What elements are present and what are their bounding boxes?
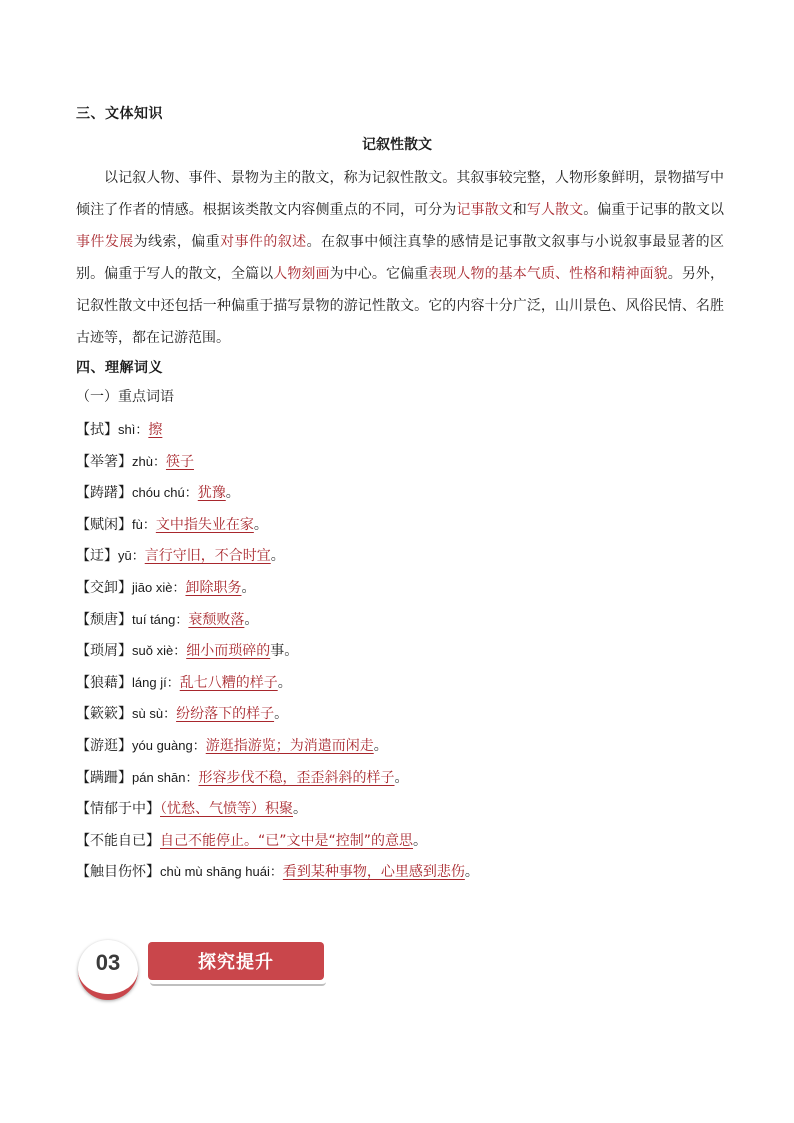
vocab-tail: 。 (413, 832, 428, 849)
vocab-definition: 擦 (148, 422, 163, 438)
vocab-word: 【不能自已】 (76, 832, 160, 849)
vocab-pinyin: jiāo xiè： (132, 580, 186, 595)
vocab-pinyin: chóu chú： (132, 485, 198, 501)
section-title-3: 三、文体知识 (76, 106, 163, 122)
vocab-word: 【赋闲】 (76, 516, 132, 533)
vocab-word: 【游逛】 (76, 738, 132, 754)
paragraph-text: 以记叙人物、事件、景物为主的散文，称为记叙性散文。其叙事较完整，人物形象鲜明，景物描写中倾注了作者的情感。根据该类散文内容侧重点的不同，可分为 (76, 170, 724, 218)
vocab-definition: 文中指失业在家 (155, 516, 254, 533)
vocab-tail: 。 (293, 801, 307, 818)
vocab-pinyin: sù sù： (132, 706, 177, 722)
vocab-word: 【琐屑】 (76, 643, 132, 660)
vocab-definition: 自己不能停止。“已”文中是“控制”的意思 (160, 832, 414, 849)
highlight-term: 人物刻画 (273, 266, 330, 282)
vocab-definition: 筷子 (165, 453, 194, 470)
highlight-term: 事件发展 (76, 234, 134, 250)
vocab-word: 【拭】 (76, 422, 118, 438)
body-paragraph (76, 162, 724, 354)
vocab-word: 【蹒跚】 (76, 769, 132, 786)
vocab-word: 【踌躇】 (76, 485, 132, 502)
vocab-pinyin: yū： (118, 548, 145, 564)
highlight-term: 表现人物的基本气质、性格和精神面貌 (428, 266, 668, 282)
vocab-definition: 看到某种事物，心里感到悲伤 (282, 864, 465, 881)
vocab-pinyin: zhù： (132, 453, 166, 469)
vocab-definition: 言行守旧，不合时宜 (144, 548, 271, 565)
vocab-word: 【举箸】 (76, 453, 132, 470)
vocab-word: 【情郁于中】 (76, 801, 160, 818)
vocab-entry (76, 546, 285, 566)
vocab-entry (76, 673, 292, 693)
vocab-entry (76, 578, 255, 598)
vocab-word: 【触目伤怀】 (76, 864, 160, 881)
vocab-definition: 乱七八糟的样子 (179, 674, 278, 691)
vocab-word: 【颓唐】 (76, 611, 132, 628)
vocab-pinyin: fù： (132, 516, 156, 532)
vocab-pinyin: chù mù shāng huái： (160, 864, 283, 880)
vocab-entry (76, 515, 268, 535)
vocab-definition: 形容步伐不稳，歪歪斜斜的样子 (198, 769, 395, 786)
vocab-word: 【交卸】 (76, 580, 132, 596)
vocab-pinyin: pán shān： (132, 769, 199, 785)
section-title-4: 四、理解词义 (76, 360, 163, 376)
paragraph-text: 。在叙事中倾注真挚的感情是记事散文叙事与小说叙事最显著的区别。偏重于写人的散文，全篇以 (76, 234, 725, 282)
vocab-entry (76, 736, 388, 756)
vocab-definition: 游逛指游览；为消遣而闲走 (205, 738, 374, 754)
vocab-entry (76, 452, 194, 472)
vocab-entry (76, 641, 298, 661)
vocab-pinyin: láng jí： (132, 674, 180, 690)
vocab-tail: 事。 (270, 643, 299, 660)
vocab-entry (76, 831, 427, 851)
vocab-tail: 。 (244, 611, 259, 628)
vocab-tail: 。 (274, 706, 289, 723)
vocab-definition: （忧愁、气愤等）积聚 (160, 801, 293, 818)
vocab-entry (76, 768, 409, 788)
vocab-tail: 。 (394, 769, 409, 786)
vocab-word: 【狼藉】 (76, 674, 132, 691)
vocab-pinyin: tuí táng： (132, 611, 189, 627)
paragraph-text: 。偏重于记事的散文以 (583, 202, 725, 218)
vocab-entry (76, 610, 258, 630)
vocab-word: 【迂】 (76, 548, 118, 565)
vocab-pinyin: yóu guàng： (132, 738, 206, 753)
vocab-definition: 细小而琐碎的 (186, 643, 271, 660)
paragraph-text: 和 (512, 202, 527, 218)
vocab-tail: 。 (270, 548, 285, 565)
vocab-definition: 犹豫 (197, 485, 226, 502)
vocab-definition: 纷纷落下的样子 (176, 706, 275, 723)
vocab-pinyin: shì： (118, 422, 149, 437)
paragraph-text: 为线索，偏重 (133, 234, 221, 250)
paragraph-text: 为中心。它偏重 (329, 266, 429, 282)
paragraph-text: 。另外，记叙性散文中还包括一种偏重于描写景物的游记性散文。它的内容十分广泛，山川景色、风俗民情、名胜古迹等，都在记游范围。 (76, 266, 725, 346)
vocab-entry (76, 483, 240, 503)
vocab-word: 【簌簌】 (76, 706, 132, 723)
banner-label: 探究提升 (198, 952, 274, 973)
highlight-term: 记事散文 (456, 202, 513, 218)
vocab-definition: 衰颓败落 (188, 611, 245, 628)
vocab-entry (76, 420, 162, 440)
vocab-definition: 卸除职务 (185, 580, 242, 596)
vocab-pinyin: suǒ xiè： (132, 643, 187, 659)
vocab-tail: 。 (253, 516, 268, 533)
vocab-tail: 。 (241, 580, 256, 596)
subsection-heading: 记叙性散文 (362, 137, 432, 153)
vocab-tail: 。 (277, 674, 292, 691)
subsection-label: （一）重点词语 (76, 389, 174, 405)
banner-number: 03 (95, 950, 121, 975)
vocab-entry (76, 704, 288, 724)
vocab-entry (76, 862, 479, 882)
highlight-term: 对事件的叙述 (220, 234, 307, 250)
section-banner (78, 934, 338, 998)
vocab-tail: 。 (373, 738, 388, 754)
highlight-term: 写人散文 (526, 202, 584, 218)
vocab-tail: 。 (464, 864, 479, 881)
vocab-entry (76, 799, 307, 819)
vocab-tail: 。 (225, 485, 240, 502)
